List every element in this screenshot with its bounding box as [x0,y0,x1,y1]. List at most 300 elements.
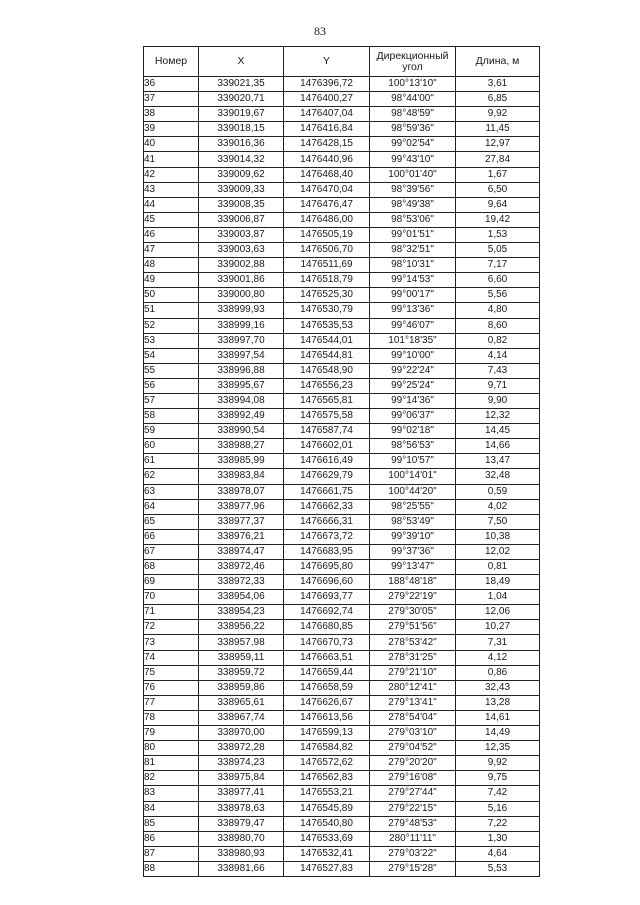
direction-angle-cell: 100°14'01" [370,469,456,484]
x-coordinate-cell: 338970,00 [199,726,284,741]
x-coordinate-cell: 338994,08 [199,393,284,408]
y-coordinate-cell: 1476696,60 [284,575,370,590]
point-number-cell: 66 [144,529,199,544]
y-coordinate-cell: 1476562,83 [284,771,370,786]
direction-angle-cell: 100°01'40" [370,167,456,182]
length-cell: 10,27 [456,620,540,635]
length-cell: 14,45 [456,424,540,439]
table-row [144,575,540,590]
x-coordinate-cell: 338997,70 [199,333,284,348]
y-coordinate-cell: 1476511,69 [284,258,370,273]
x-coordinate-cell: 339016,36 [199,137,284,152]
length-cell: 7,42 [456,786,540,801]
y-coordinate-cell: 1476662,33 [284,499,370,514]
table-row [144,288,540,303]
table-row [144,710,540,725]
length-cell: 12,06 [456,605,540,620]
length-cell: 7,43 [456,363,540,378]
point-number-cell: 80 [144,741,199,756]
table-row [144,741,540,756]
x-coordinate-cell: 338957,98 [199,635,284,650]
point-number-cell: 51 [144,303,199,318]
length-cell: 3,61 [456,77,540,92]
table-row [144,212,540,227]
x-coordinate-cell: 339002,88 [199,258,284,273]
x-coordinate-cell: 338956,22 [199,620,284,635]
y-coordinate-cell: 1476476,47 [284,197,370,212]
point-number-cell: 76 [144,680,199,695]
table-row [144,680,540,695]
point-number-cell: 61 [144,454,199,469]
y-coordinate-cell: 1476575,58 [284,409,370,424]
point-number-cell: 50 [144,288,199,303]
length-cell: 14,66 [456,439,540,454]
y-coordinate-cell: 1476518,79 [284,273,370,288]
point-number-cell: 56 [144,378,199,393]
x-coordinate-cell: 339008,35 [199,197,284,212]
point-number-cell: 84 [144,801,199,816]
y-coordinate-cell: 1476673,72 [284,529,370,544]
y-coordinate-cell: 1476602,01 [284,439,370,454]
x-coordinate-cell: 338976,21 [199,529,284,544]
y-coordinate-cell: 1476440,96 [284,152,370,167]
y-coordinate-cell: 1476616,49 [284,454,370,469]
length-cell: 4,80 [456,303,540,318]
coordinates-table [143,46,540,877]
length-cell: 4,14 [456,348,540,363]
point-number-cell: 63 [144,484,199,499]
table-row [144,831,540,846]
point-number-cell: 40 [144,137,199,152]
direction-angle-cell: 279°03'22" [370,846,456,861]
point-number-cell: 52 [144,318,199,333]
x-coordinate-cell: 338980,93 [199,846,284,861]
point-number-cell: 85 [144,816,199,831]
direction-angle-cell: 101°18'35" [370,333,456,348]
y-coordinate-cell: 1476468,40 [284,167,370,182]
length-cell: 32,43 [456,680,540,695]
table-row [144,469,540,484]
length-cell: 12,97 [456,137,540,152]
length-cell: 27,84 [456,152,540,167]
direction-angle-cell: 99°14'36" [370,393,456,408]
x-coordinate-cell: 338954,06 [199,590,284,605]
length-cell: 9,71 [456,378,540,393]
x-coordinate-cell: 338967,74 [199,710,284,725]
y-coordinate-cell: 1476693,77 [284,590,370,605]
point-number-cell: 39 [144,122,199,137]
direction-angle-cell: 279°22'19" [370,590,456,605]
x-coordinate-cell: 338977,96 [199,499,284,514]
direction-angle-cell: 98°49'38" [370,197,456,212]
point-number-cell: 41 [144,152,199,167]
table-row [144,152,540,167]
point-number-cell: 70 [144,590,199,605]
table-row [144,409,540,424]
x-coordinate-cell: 338965,61 [199,695,284,710]
y-coordinate-cell: 1476486,00 [284,212,370,227]
x-coordinate-cell: 338974,47 [199,544,284,559]
direction-angle-cell: 99°02'18" [370,424,456,439]
direction-angle-cell: 99°14'53" [370,273,456,288]
length-cell: 11,45 [456,122,540,137]
x-coordinate-cell: 338978,63 [199,801,284,816]
x-coordinate-cell: 339019,67 [199,107,284,122]
y-coordinate-cell: 1476599,13 [284,726,370,741]
x-coordinate-cell: 338954,23 [199,605,284,620]
y-coordinate-cell: 1476587,74 [284,424,370,439]
length-cell: 14,61 [456,710,540,725]
length-cell: 9,64 [456,197,540,212]
x-coordinate-cell: 338996,88 [199,363,284,378]
direction-angle-cell: 99°46'07" [370,318,456,333]
length-cell: 1,04 [456,590,540,605]
table-row [144,726,540,741]
x-coordinate-cell: 338959,86 [199,680,284,695]
y-coordinate-cell: 1476629,79 [284,469,370,484]
point-number-cell: 53 [144,333,199,348]
table-row [144,650,540,665]
table-row [144,590,540,605]
y-coordinate-cell: 1476532,41 [284,846,370,861]
table-row [144,514,540,529]
length-cell: 0,86 [456,665,540,680]
y-coordinate-cell: 1476470,04 [284,182,370,197]
direction-angle-cell: 278°53'42" [370,635,456,650]
table-header-row [144,47,540,77]
direction-angle-cell: 279°48'53" [370,816,456,831]
table-row [144,499,540,514]
point-number-cell: 46 [144,227,199,242]
point-number-cell: 38 [144,107,199,122]
length-cell: 10,38 [456,529,540,544]
x-coordinate-cell: 338995,67 [199,378,284,393]
direction-angle-cell: 99°39'10" [370,529,456,544]
table-row [144,635,540,650]
table-row [144,182,540,197]
point-number-cell: 62 [144,469,199,484]
table-row [144,846,540,861]
x-coordinate-cell: 339020,71 [199,92,284,107]
table-row [144,137,540,152]
table-row [144,197,540,212]
direction-angle-cell: 279°20'20" [370,756,456,771]
y-coordinate-cell: 1476544,01 [284,333,370,348]
length-cell: 0,81 [456,560,540,575]
x-coordinate-cell: 338959,11 [199,650,284,665]
direction-angle-cell: 99°13'36" [370,303,456,318]
direction-angle-cell: 99°10'57" [370,454,456,469]
table-row [144,258,540,273]
point-number-cell: 60 [144,439,199,454]
y-coordinate-cell: 1476548,90 [284,363,370,378]
y-coordinate-cell: 1476692,74 [284,605,370,620]
point-number-cell: 69 [144,575,199,590]
point-number-cell: 49 [144,273,199,288]
length-cell: 7,17 [456,258,540,273]
point-number-cell: 71 [144,605,199,620]
length-cell: 5,16 [456,801,540,816]
table-row [144,454,540,469]
direction-angle-cell: 280°11'11" [370,831,456,846]
direction-angle-cell: 279°15'28" [370,861,456,876]
direction-angle-cell: 99°06'37" [370,409,456,424]
x-coordinate-cell: 338977,41 [199,786,284,801]
table-row [144,363,540,378]
y-coordinate-cell: 1476525,30 [284,288,370,303]
table-row [144,333,540,348]
point-number-cell: 36 [144,77,199,92]
x-coordinate-cell: 338972,46 [199,560,284,575]
direction-angle-cell: 99°22'24" [370,363,456,378]
point-number-cell: 48 [144,258,199,273]
x-coordinate-cell: 339009,62 [199,167,284,182]
point-number-cell: 55 [144,363,199,378]
table-row [144,605,540,620]
point-number-cell: 78 [144,710,199,725]
direction-angle-cell: 99°13'47" [370,560,456,575]
direction-angle-cell: 279°51'56" [370,620,456,635]
header-number: Номер [144,47,199,77]
point-number-cell: 81 [144,756,199,771]
point-number-cell: 42 [144,167,199,182]
table-row [144,273,540,288]
x-coordinate-cell: 338999,16 [199,318,284,333]
point-number-cell: 75 [144,665,199,680]
length-cell: 9,92 [456,107,540,122]
direction-angle-cell: 278°54'04" [370,710,456,725]
direction-angle-cell: 278°31'25" [370,650,456,665]
y-coordinate-cell: 1476428,15 [284,137,370,152]
y-coordinate-cell: 1476565,81 [284,393,370,408]
table-row [144,771,540,786]
direction-angle-cell: 98°53'06" [370,212,456,227]
y-coordinate-cell: 1476658,59 [284,680,370,695]
length-cell: 12,02 [456,544,540,559]
point-number-cell: 64 [144,499,199,514]
table-row [144,786,540,801]
direction-angle-cell: 98°39'56" [370,182,456,197]
x-coordinate-cell: 339003,63 [199,243,284,258]
x-coordinate-cell: 339006,87 [199,212,284,227]
x-coordinate-cell: 338997,54 [199,348,284,363]
y-coordinate-cell: 1476613,56 [284,710,370,725]
y-coordinate-cell: 1476396,72 [284,77,370,92]
direction-angle-cell: 279°03'10" [370,726,456,741]
length-cell: 1,67 [456,167,540,182]
y-coordinate-cell: 1476683,95 [284,544,370,559]
table-row [144,227,540,242]
direction-angle-cell: 279°16'08" [370,771,456,786]
table-row [144,439,540,454]
direction-angle-cell: 99°37'36" [370,544,456,559]
header-y: Y [284,47,370,77]
length-cell: 9,90 [456,393,540,408]
table-row [144,665,540,680]
x-coordinate-cell: 338972,33 [199,575,284,590]
page-number: 83 [314,24,326,38]
y-coordinate-cell: 1476416,84 [284,122,370,137]
point-number-cell: 74 [144,650,199,665]
y-coordinate-cell: 1476540,80 [284,816,370,831]
header-length: Длина, м [456,47,540,77]
length-cell: 6,60 [456,273,540,288]
y-coordinate-cell: 1476556,23 [284,378,370,393]
length-cell: 6,85 [456,92,540,107]
direction-angle-cell: 99°01'51" [370,227,456,242]
direction-angle-cell: 99°10'00" [370,348,456,363]
direction-angle-cell: 98°59'36" [370,122,456,137]
table-row [144,544,540,559]
length-cell: 12,35 [456,741,540,756]
direction-angle-cell: 279°13'41" [370,695,456,710]
x-coordinate-cell: 339009,33 [199,182,284,197]
table-row [144,484,540,499]
direction-angle-cell: 279°04'52" [370,741,456,756]
x-coordinate-cell: 338978,07 [199,484,284,499]
x-coordinate-cell: 338980,70 [199,831,284,846]
y-coordinate-cell: 1476407,04 [284,107,370,122]
point-number-cell: 59 [144,424,199,439]
length-cell: 19,42 [456,212,540,227]
y-coordinate-cell: 1476695,80 [284,560,370,575]
x-coordinate-cell: 338983,84 [199,469,284,484]
x-coordinate-cell: 339003,87 [199,227,284,242]
table-row [144,393,540,408]
x-coordinate-cell: 338974,23 [199,756,284,771]
length-cell: 9,75 [456,771,540,786]
x-coordinate-cell: 338992,49 [199,409,284,424]
point-number-cell: 47 [144,243,199,258]
length-cell: 6,50 [456,182,540,197]
direction-angle-cell: 98°56'53" [370,439,456,454]
y-coordinate-cell: 1476533,69 [284,831,370,846]
x-coordinate-cell: 339000,80 [199,288,284,303]
table-row [144,816,540,831]
table-row [144,695,540,710]
length-cell: 7,31 [456,635,540,650]
table-row [144,92,540,107]
point-number-cell: 86 [144,831,199,846]
length-cell: 4,02 [456,499,540,514]
direction-angle-cell: 98°44'00" [370,92,456,107]
point-number-cell: 67 [144,544,199,559]
point-number-cell: 65 [144,514,199,529]
point-number-cell: 57 [144,393,199,408]
length-cell: 18,49 [456,575,540,590]
direction-angle-cell: 98°53'49" [370,514,456,529]
length-cell: 14,49 [456,726,540,741]
table-row [144,77,540,92]
x-coordinate-cell: 338981,66 [199,861,284,876]
table-body [144,77,540,877]
point-number-cell: 45 [144,212,199,227]
point-number-cell: 43 [144,182,199,197]
point-number-cell: 72 [144,620,199,635]
table-row [144,861,540,876]
direction-angle-cell: 99°25'24" [370,378,456,393]
y-coordinate-cell: 1476530,79 [284,303,370,318]
y-coordinate-cell: 1476506,70 [284,243,370,258]
point-number-cell: 77 [144,695,199,710]
table-row [144,801,540,816]
direction-angle-cell: 98°32'51" [370,243,456,258]
direction-angle-cell: 98°10'31" [370,258,456,273]
y-coordinate-cell: 1476661,75 [284,484,370,499]
x-coordinate-cell: 338985,99 [199,454,284,469]
length-cell: 7,50 [456,514,540,529]
y-coordinate-cell: 1476680,85 [284,620,370,635]
direction-angle-cell: 99°43'10" [370,152,456,167]
y-coordinate-cell: 1476572,62 [284,756,370,771]
x-coordinate-cell: 338999,93 [199,303,284,318]
x-coordinate-cell: 339001,86 [199,273,284,288]
point-number-cell: 79 [144,726,199,741]
point-number-cell: 87 [144,846,199,861]
length-cell: 13,28 [456,695,540,710]
length-cell: 7,22 [456,816,540,831]
length-cell: 13,47 [456,454,540,469]
y-coordinate-cell: 1476553,21 [284,786,370,801]
direction-angle-cell: 188°48'18" [370,575,456,590]
table-row [144,318,540,333]
point-number-cell: 73 [144,635,199,650]
table-row [144,303,540,318]
point-number-cell: 82 [144,771,199,786]
y-coordinate-cell: 1476535,53 [284,318,370,333]
direction-angle-cell: 100°13'10" [370,77,456,92]
table-row [144,424,540,439]
table-row [144,756,540,771]
length-cell: 9,92 [456,756,540,771]
length-cell: 12,32 [456,409,540,424]
direction-angle-cell: 98°48'59" [370,107,456,122]
length-cell: 1,53 [456,227,540,242]
y-coordinate-cell: 1476666,31 [284,514,370,529]
point-number-cell: 44 [144,197,199,212]
point-number-cell: 54 [144,348,199,363]
y-coordinate-cell: 1476400,27 [284,92,370,107]
direction-angle-cell: 279°22'15" [370,801,456,816]
point-number-cell: 68 [144,560,199,575]
length-cell: 5,56 [456,288,540,303]
y-coordinate-cell: 1476505,19 [284,227,370,242]
table-row [144,560,540,575]
x-coordinate-cell: 339014,32 [199,152,284,167]
x-coordinate-cell: 339018,15 [199,122,284,137]
point-number-cell: 58 [144,409,199,424]
table-row [144,107,540,122]
length-cell: 4,64 [456,846,540,861]
table-row [144,122,540,137]
header-x: X [199,47,284,77]
x-coordinate-cell: 338975,84 [199,771,284,786]
header-direction-angle: Дирекционный угол [370,47,456,77]
direction-angle-cell: 279°30'05" [370,605,456,620]
length-cell: 5,05 [456,243,540,258]
x-coordinate-cell: 338977,37 [199,514,284,529]
y-coordinate-cell: 1476584,82 [284,741,370,756]
table-row [144,378,540,393]
point-number-cell: 83 [144,786,199,801]
length-cell: 32,48 [456,469,540,484]
length-cell: 0,59 [456,484,540,499]
direction-angle-cell: 280°12'41" [370,680,456,695]
length-cell: 8,60 [456,318,540,333]
x-coordinate-cell: 338990,54 [199,424,284,439]
length-cell: 5,53 [456,861,540,876]
y-coordinate-cell: 1476545,89 [284,801,370,816]
